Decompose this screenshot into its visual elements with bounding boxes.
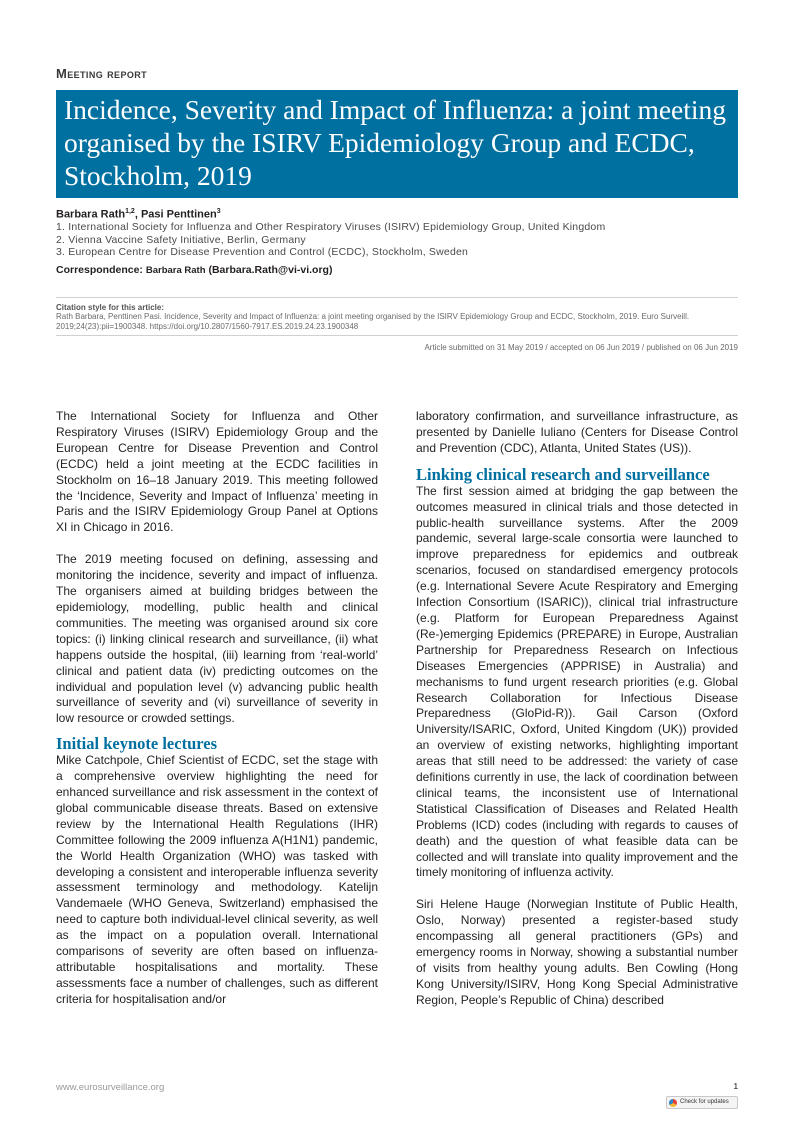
affiliation-item: 2. Vienna Vaccine Safety Initiative, Berlin, Germany [56,233,306,246]
body-paragraph: The first session aimed at bridging the gap between the outcomes measured in clinical trials and those detected in public-health surveillance systems. After the 2009 pandemic, several large-scale consortia were launched to improve preparedness for epidemics and outbreak scenarios, focused on standardised emergency protocols (e.g. International Severe Acute Respiratory and Emerging Infection Consortium (ISARIC)), clinical trial infrastructure (e.g. Platform for European Preparedness Against (Re-)emerging Epidemics (PREPARE) in Europe, Australian Partnership for Preparedness Research on Infectious Diseases Emergencies (APPRISE) in Australia) and mechanisms to fund urgent research priorities (e.g. Global Research Collaboration for Infectious Disease Preparedness (GloPid-R)). Gail Carson (Oxford University/ISARIC, Oxford, United Kingdom (UK)) provided an overview of existing networks, highlighting important areas that still need to be addressed: the variety of case definitions currently in use, the lack of coordination between clinical teams, the inconsistent use of International Statistical Classification of Diseases and Related Health Problems (ICD) codes (including with regards to causes of death) and the question of what feasible data can be collected and will translate into quality improvement and the timely monitoring of influenza activity. [416,483,738,880]
check-for-updates-button[interactable] [666,1096,738,1109]
body-paragraph: laboratory confirmation, and surveillance infrastructure, as presented by Danielle Iuliano (Centers for Disease Control and Prevention (CDC), Atlanta, United States (US)). [416,409,738,455]
footer-website[interactable]: www.eurosurveillance.org [56,1082,165,1093]
author-name: Barbara Rath [56,208,126,221]
crossmark-icon [669,1099,677,1107]
body-paragraph: The International Society for Influenza and Other Respiratory Viruses (ISIRV) Epidemiology Group and the European Centre for Disease Prevention and Control (ECDC) held a joint meeting at the ECDC facilities in Stockholm on 16–18 January 2019. This meeting followed the ‘Incidence, Severity and Impact of Influenza’ meeting in Paris and the ISIRV Epidemiology Group Panel at Options XI in Chicago in 2016. [56,409,378,535]
left-column [56,409,378,1008]
author-affil-ref: 1,2 [125,208,135,215]
article-dates: Article submitted on 31 May 2019 / accepted on 06 Jun 2019 / published on 06 Jun 2019 [424,343,738,352]
check-updates-label: Check for updates [680,1099,729,1105]
section-label: Meeting report [56,66,148,81]
section-heading: Initial keynote lectures [56,734,218,754]
body-paragraph: The 2019 meeting focused on defining, assessing and monitoring the incidence, severity and impact of influenza. The organisers aimed at building bridges between the epidemiology, modelling, public health and clinical communities. The meeting was organised around six core topics: (i) linking clinical research and surveillance, (ii) what happens outside the hospital, (iii) learning from ‘real-world’ clinical and patient data (iv) predicting outcomes on the individual and population level (v) advancing public health surveillance of severity and (vi) surveillance of severity in low resource or crowded settings. [56,552,378,726]
author-affil-ref: 3 [216,208,221,215]
affiliation-item: 3. European Centre for Disease Prevention and Control (ECDC), Stockholm, Sweden [56,246,469,258]
body-paragraph: Siri Helene Hauge (Norwegian Institute of Public Health, Oslo, Norway) presented a register-based study encompassing all general practitioners (GPs) and emergency rooms in Norway, showing a substantial number of visits from healthy young adults. Ben Cowling (Hong Kong University/ISIRV, Hong Kong Special Administrative Region, People’s Republic of China) described [416,897,738,1007]
right-column [416,409,738,1009]
section-heading: Linking clinical research and surveillance [416,464,710,484]
correspondence [56,264,332,276]
affiliation-item: 1. International Society for Influenza and Other Respiratory Viruses (ISIRV) Epidemiology Group, United Kingdom [56,221,606,233]
authors-line [56,208,221,221]
divider [56,335,738,336]
divider [56,297,738,298]
correspondence-name: Barbara Rath [145,265,206,276]
article-title: Incidence, Severity and Impact of Influenza: a joint meeting organised by the ISIRV Epidemiology Group and ECDC, Stockholm, 2019 [64,94,727,191]
citation-text: Rath Barbara, Penttinen Pasi. Incidence, Severity and Impact of Influenza: a joint meeting organised by the ISIRV Epidemiology Group and ECDC, Stockholm, 2019. Euro Surveill. 2019;24(23):pii=1900348. https://doi.org/10.2807/1560-7917.ES.2019.24.23.1900348 [56,312,690,331]
page-number: 1 [733,1082,738,1091]
correspondence-label: Correspondence: [56,264,146,276]
correspondence-email[interactable]: (Barbara.Rath@vi-vi.org) [205,264,333,276]
author-separator: , [134,208,141,221]
author-name: Pasi Penttinen [140,208,217,221]
title-banner [56,90,738,198]
body-paragraph: Mike Catchpole, Chief Scientist of ECDC, set the stage with a comprehensive overview highlighting the need for enhanced surveillance and risk assessment in the context of global communicable disease threats. Based on extensive review by the International Health Regulations (IHR) Committee following the 2009 influenza A(H1N1) pandemic, the World Health Organization (WHO) was tasked with developing a consistent and interoperable influenza severity assessment terminology and methodology. Katelijn Vandemaele (WHO Geneva, Switzerland) emphasised the need to capture both individual-level clinical severity, as well as the impact on a population overall. International comparisons of severity are often based on influenza-attributable hospitalisations and mortality. These assessments face a number of challenges, such as different criteria for hospitalisation and/or [56,753,378,1006]
affiliations [56,221,605,259]
citation-label: Citation style for this article: [56,303,165,312]
